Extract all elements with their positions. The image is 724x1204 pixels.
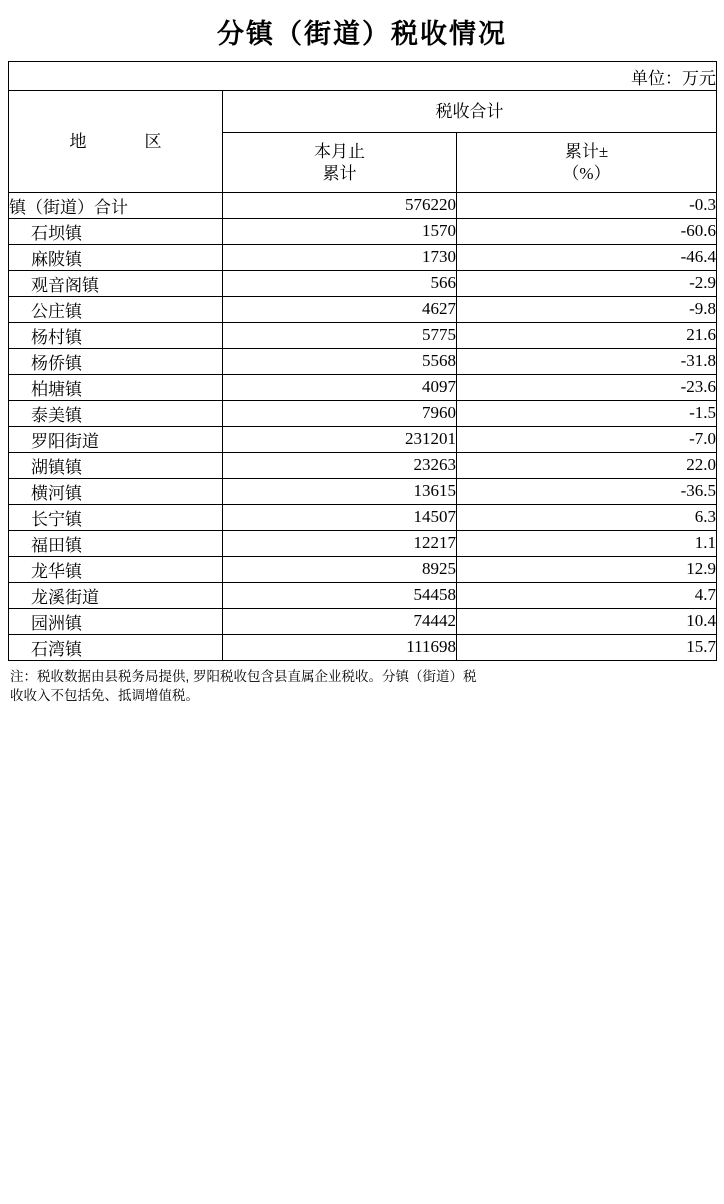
- cell-growth: 1.1: [457, 530, 717, 556]
- table-row: [9, 296, 717, 322]
- cell-total: 566: [223, 270, 457, 296]
- footnote-line-2: 收收入不包括免、抵调增值税。: [10, 688, 199, 704]
- cell-total: 4627: [223, 296, 457, 322]
- cell-growth: -36.5: [457, 478, 717, 504]
- cell-region: 园洲镇: [9, 608, 223, 634]
- table-row: [9, 322, 717, 348]
- table-row: [9, 452, 717, 478]
- cell-growth: 6.3: [457, 504, 717, 530]
- cell-total: 5775: [223, 322, 457, 348]
- header-month-line1: 本月止: [314, 142, 365, 162]
- header-month-cumulative: [223, 133, 457, 193]
- cell-growth: -31.8: [457, 348, 717, 374]
- cell-total: 13615: [223, 478, 457, 504]
- header-row-group: [9, 91, 717, 133]
- cell-growth: 10.4: [457, 608, 717, 634]
- cell-total: 111698: [223, 634, 457, 660]
- cell-total: 4097: [223, 374, 457, 400]
- footnote-line-1: 注：税收数据由县税务局提供, 罗阳税收包含县直属企业税收。分镇（街道）税: [10, 668, 477, 684]
- cell-growth: -0.3: [457, 192, 717, 218]
- cell-region: 石湾镇: [9, 634, 223, 660]
- header-growth-line1: 累计±: [564, 142, 609, 162]
- cell-total: 231201: [223, 426, 457, 452]
- cell-total: 5568: [223, 348, 457, 374]
- table-row: [9, 634, 717, 660]
- cell-region: 龙溪街道: [9, 582, 223, 608]
- cell-region: 麻陂镇: [9, 244, 223, 270]
- cell-region: 长宁镇: [9, 504, 223, 530]
- unit-row: [9, 62, 717, 91]
- table-body: [9, 62, 717, 661]
- cell-growth: 12.9: [457, 556, 717, 582]
- cell-region: 湖镇镇: [9, 452, 223, 478]
- header-month-line2: 累计: [322, 163, 357, 183]
- header-region: [9, 91, 223, 193]
- header-growth-line2: （%）: [562, 163, 611, 183]
- header-group-total: 税收合计: [223, 91, 717, 133]
- cell-growth: -23.6: [457, 374, 717, 400]
- footnote: [8, 665, 716, 706]
- cell-growth: -60.6: [457, 218, 717, 244]
- cell-region: 横河镇: [9, 478, 223, 504]
- cell-growth: 15.7: [457, 634, 717, 660]
- table-row: [9, 504, 717, 530]
- table-row: [9, 478, 717, 504]
- table-row: [9, 556, 717, 582]
- cell-region: 公庄镇: [9, 296, 223, 322]
- table-row: [9, 426, 717, 452]
- table-row: [9, 400, 717, 426]
- cell-total: 23263: [223, 452, 457, 478]
- cell-total: 1730: [223, 244, 457, 270]
- header-region-label: 地 区: [69, 131, 170, 151]
- cell-region: 泰美镇: [9, 400, 223, 426]
- table-row: [9, 244, 717, 270]
- cell-growth: -7.0: [457, 426, 717, 452]
- cell-region: 罗阳街道: [9, 426, 223, 452]
- cell-total: 14507: [223, 504, 457, 530]
- header-growth: [457, 133, 717, 193]
- table-row: [9, 348, 717, 374]
- cell-region: 福田镇: [9, 530, 223, 556]
- cell-growth: 21.6: [457, 322, 717, 348]
- table-row: [9, 192, 717, 218]
- cell-region: 龙华镇: [9, 556, 223, 582]
- table-row: [9, 374, 717, 400]
- table-row: [9, 530, 717, 556]
- cell-growth: -9.8: [457, 296, 717, 322]
- cell-region: 镇（街道）合计: [9, 192, 223, 218]
- page-title: 分镇（街道）税收情况: [217, 19, 507, 49]
- cell-total: 74442: [223, 608, 457, 634]
- tax-table: [8, 61, 717, 661]
- cell-growth: 22.0: [457, 452, 717, 478]
- cell-region: 柏塘镇: [9, 374, 223, 400]
- cell-total: 54458: [223, 582, 457, 608]
- cell-total: 1570: [223, 218, 457, 244]
- table-row: [9, 218, 717, 244]
- table-row: [9, 608, 717, 634]
- unit-label: 单位：万元: [9, 62, 717, 91]
- table-row: [9, 582, 717, 608]
- cell-region: 杨村镇: [9, 322, 223, 348]
- cell-growth: -1.5: [457, 400, 717, 426]
- cell-total: 576220: [223, 192, 457, 218]
- cell-region: 石坝镇: [9, 218, 223, 244]
- cell-region: 杨侨镇: [9, 348, 223, 374]
- cell-total: 12217: [223, 530, 457, 556]
- cell-total: 7960: [223, 400, 457, 426]
- cell-total: 8925: [223, 556, 457, 582]
- cell-region: 观音阁镇: [9, 270, 223, 296]
- cell-growth: -46.4: [457, 244, 717, 270]
- cell-growth: 4.7: [457, 582, 717, 608]
- table-row: [9, 270, 717, 296]
- cell-growth: -2.9: [457, 270, 717, 296]
